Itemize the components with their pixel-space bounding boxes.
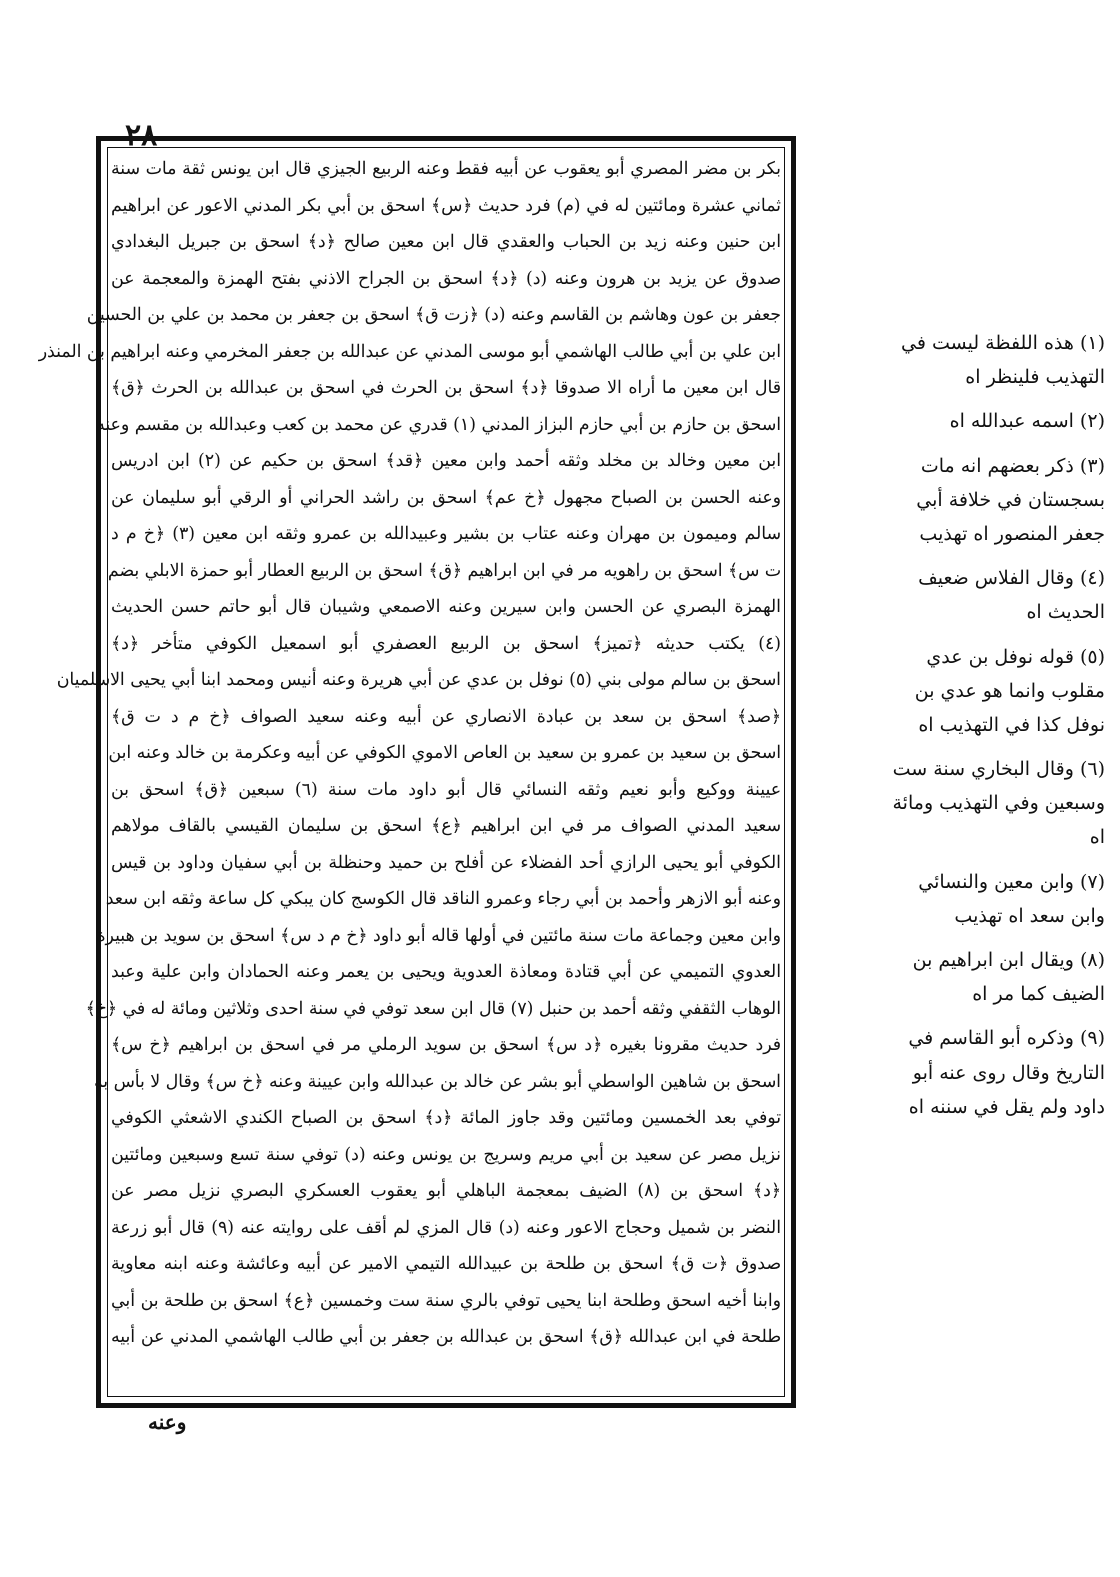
footnote-line: الضيف كما مر اه	[972, 983, 1105, 1006]
main-text-line: ابن معين وخالد بن مخلد وثقه أحمد وابن معين ﴿قد﴾ اسحق بن حكيم عن (٢) ابن ادريس	[111, 451, 781, 471]
main-text-line: ت س﴾ اسحق بن راهويه مر في ابن ابراهيم ﴿ق﴾ اسحق بن الربيع العطار أبو حمزة الابلي بضم	[107, 560, 781, 581]
text-frame	[38, 136, 796, 1408]
main-text-line: ﴿د﴾ اسحق بن (٨) الضيف بمعجمة الباهلي أبو يعقوب العسكري البصري نزيل مصر عن	[111, 1181, 781, 1201]
footnote-line: وسبعين وفي التهذيب ومائة	[892, 792, 1105, 815]
main-text-line: قال ابن معين ما أراه الا صدوقا ﴿د﴾ اسحق بن الحرث في اسحق بن عبدالله بن الحرث ﴿ق﴾	[111, 378, 781, 398]
main-text-line: اسحق بن حازم بن أبي حازم البزاز المدني (١) قدري عن محمد بن كعب وعبدالله بن مقسم وعنه	[96, 414, 781, 435]
main-text-line: صدوق ﴿ت ق﴾ اسحق بن طلحة بن عبيدالله التيمي الامير عن أبيه وعائشة وعنه ابنه معاوية	[111, 1254, 781, 1274]
main-text-line: وعنه الحسن بن الصباح مجهول ﴿خ عم﴾ اسحق بن راشد الحراني أو الرقي أبو سليمان عن	[111, 487, 781, 508]
footnote-line: داود ولم يقل في سننه اه	[908, 1095, 1105, 1118]
main-text-line: وعنه أبو الازهر وأحمد بن أبي رجاء وعمرو الناقد قال الكوسج كان يبكي كل ساعة وثقه ابن سعد	[105, 889, 781, 909]
main-text-line: الكوفي أبو يحيى الرازي أحد الفضلاء عن أفلح بن حميد وحنظلة بن أبي سفيان وداود بن قيس	[111, 852, 781, 873]
main-text-line: وابنا أخيه اسحق وطلحة ابنا يحيى توفي بالري سنة ست وخمسين ﴿ع﴾ اسحق بن طلحة بن أبي	[111, 1290, 781, 1311]
main-text-line: ﴿صد﴾ اسحق بن سعد بن عبادة الانصاري عن أبيه وعنه سعيد الصواف ﴿خ م د ت ق﴾	[111, 706, 781, 727]
footnote-line: (٩) وذكره أبو القاسم في	[908, 1027, 1105, 1050]
main-text-line: العدوي التميمي عن أبي قتادة ومعاذة العدوية ويحيى بن يعمر وعنه الحمادان وابن علية وعبد	[111, 962, 781, 982]
main-text-line: سعيد المدني الصواف مر في ابن ابراهيم ﴿ع﴾ اسحق بن سليمان القيسي بالقاف مولاهم	[111, 816, 781, 836]
footnote-line: جعفر المنصور اه تهذيب	[919, 522, 1105, 545]
footnote-line: (٨) ويقال ابن ابراهيم بن	[912, 949, 1105, 971]
main-text-line: عيينة ووكيع وأبو نعيم وثقه النسائي قال أبو داود مات سنة (٦) سبعين ﴿ق﴾ اسحق بن	[111, 779, 782, 800]
main-text-line: (٤) يكتب حديثه ﴿تميز﴾ اسحق بن الربيع العصفري أبو اسمعيل الكوفي متأخر ﴿د﴾	[111, 633, 781, 654]
main-text-line: الوهاب الثقفي وثقه أحمد بن حنبل (٧) قال ابن سعد توفي في سنة احدى وثلاثين ومائة له في ﴿خ﴾	[85, 998, 781, 1019]
main-text-line: اسحق بن سالم مولى بني (٥) نوفل بن عدي عن أبي هريرة وعنه أنيس ومحمد ابنا أبي يحيى الاسلميان	[56, 670, 781, 690]
footnote-line: (٤) وقال الفلاس ضعيف	[918, 567, 1105, 590]
main-text-line: جعفر بن عون وهاشم بن القاسم وعنه (د) ﴿زت ق﴾ اسحق بن جعفر بن محمد بن علي بن الحسين	[86, 305, 781, 325]
main-text-line: ثماني عشرة ومائتين له في (م) فرد حديث ﴿س﴾ اسحق بن أبي بكر المدني الاعور عن ابراهيم	[111, 195, 781, 216]
footnote-line: (١) هذه اللفظة ليست في	[901, 332, 1105, 354]
main-text-line: بكر بن مضر المصري أبو يعقوب عن أبيه فقط وعنه الربيع الجيزي قال ابن يونس ثقة مات سنة	[111, 159, 781, 179]
main-text-line: وابن معين وجماعة مات سنة مائتين في أولها قاله أبو داود ﴿خ م د س﴾ اسحق بن سويد بن هبيرة	[96, 925, 781, 946]
footnote-line: الحديث اه	[1026, 601, 1105, 624]
footnote-line: بسجستان في خلافة أبي	[916, 488, 1105, 511]
main-text-block	[38, 151, 782, 1393]
main-text-line: ابن حنين وعنه زيد بن الحباب والعقدي قال ابن معين صالح ﴿د﴾ اسحق بن جبريل البغدادي	[111, 232, 781, 252]
main-text-line: نزيل مصر عن سعيد بن أبي مريم وسريج بن يونس وعنه (د) توفي سنة تسع وسبعين ومائتين	[111, 1144, 781, 1165]
footnote-line: وابن سعد اه تهذيب	[954, 904, 1105, 927]
main-text-line: اسحق بن شاهين الواسطي أبو بشر عن خالد بن عبدالله وابن عيينة وعنه ﴿خ س﴾ وقال لا بأس به	[94, 1071, 781, 1092]
main-text-line: سالم وميمون بن مهران وعنه عتاب بن بشير وعبيدالله بن عمرو وثقه ابن معين (٣) ﴿خ م د	[111, 524, 781, 544]
main-text-line: توفي بعد الخمسين ومائتين وقد جاوز المائة ﴿د﴾ اسحق بن الصباح الكندي الاشعثي الكوفي	[111, 1108, 781, 1128]
footnotes-column	[803, 326, 1105, 1124]
footnote-line: مقلوب وانما هو عدي بن	[914, 679, 1105, 702]
footnote-line: (٥) قوله نوفل بن عدي	[926, 645, 1105, 668]
main-text-line: فرد حديث مقرونا بغيره ﴿د س﴾ اسحق بن سويد الرملي مر في اسحق بن ابراهيم ﴿خ س﴾	[111, 1035, 781, 1055]
footnote-line: (٢) اسمه عبدالله اه	[949, 410, 1105, 433]
footnote-line: نوفل كذا في التهذيب اه	[918, 713, 1105, 736]
footnote-line: اه	[1089, 826, 1105, 849]
main-text-line: طلحة في ابن عبدالله ﴿ق﴾ اسحق بن عبدالله بن جعفر بن أبي طالب الهاشمي المدني عن أبيه	[111, 1327, 781, 1347]
main-text-line: صدوق عن يزيد بن هرون وعنه (د) ﴿د﴾ اسحق بن الجراح الاذني بفتح الهمزة والمعجمة عن	[111, 268, 781, 289]
page-number: ٢٨	[125, 118, 158, 153]
footnote-line: (٣) ذكر بعضهم انه مات	[920, 454, 1105, 477]
footnote-line: (٧) وابن معين والنسائي	[918, 870, 1105, 893]
footnote-line: التهذيب فلينظر اه	[965, 366, 1105, 389]
main-text-line: النضر بن شميل وحجاج الاعور وعنه (د) قال المزي لم أقف على روايته عنه (٩) قال أبو زرعة	[111, 1217, 781, 1238]
main-text-line: الهمزة البصري عن الحسن وابن سيرين وعنه الاصمعي وشيبان قال أبو حاتم حسن الحديث	[111, 597, 781, 617]
footnote-line: (٦) وقال البخاري سنة ست	[892, 758, 1105, 781]
main-text-line: اسحق بن سعيد بن عمرو بن سعيد بن العاص الاموي الكوفي عن أبيه وعكرمة بن خالد وعنه ابن	[108, 743, 781, 763]
footnote-line: التاريخ وقال روى عنه أبو	[912, 1061, 1105, 1084]
main-text-line: ابن علي بن أبي طالب الهاشمي أبو موسى المدني عن عبدالله بن جعفر المخرمي وعنه ابراهيم بن المنذر	[38, 341, 781, 362]
catchword: وعنه	[148, 1410, 187, 1434]
